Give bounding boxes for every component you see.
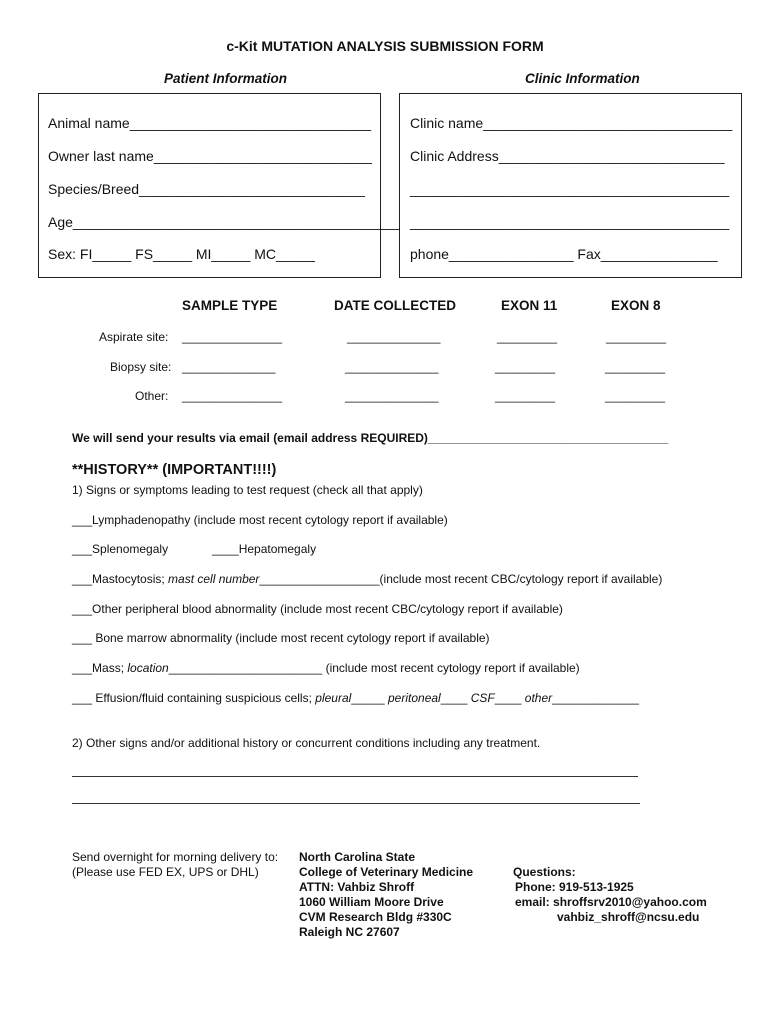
- lymphadenopathy-checkbox[interactable]: ___Lymphadenopathy (include most recent cytology report if available): [72, 513, 448, 527]
- biopsy-date-blank[interactable]: ______________: [345, 360, 439, 374]
- form-title: c-Kit MUTATION ANALYSIS SUBMISSION FORM: [226, 38, 544, 54]
- sample-type-header: SAMPLE TYPE: [182, 298, 278, 313]
- mass-label: ___Mass;: [72, 661, 128, 675]
- pleural-blank[interactable]: _____: [351, 691, 388, 705]
- email-required-field[interactable]: We will send your results via email (email address REQUIRED)____________________________________: [72, 431, 669, 445]
- peripheral-blood-checkbox[interactable]: ___Other peripheral blood abnormality (include most recent CBC/cytology report if available): [72, 602, 563, 616]
- hepatomegaly-checkbox[interactable]: ____Hepatomegaly: [212, 542, 317, 556]
- mass-checkbox[interactable]: [72, 661, 580, 675]
- aspirate-site-blank[interactable]: _______________: [182, 330, 283, 344]
- pleural-label: pleural: [315, 691, 352, 705]
- clinic-phone-fax-field[interactable]: phone________________ Fax_______________: [410, 246, 718, 262]
- address-line-6: Raleigh NC 27607: [299, 925, 400, 939]
- location-label: location: [127, 661, 169, 675]
- splenomegaly-checkbox[interactable]: ___Splenomegaly: [72, 542, 169, 556]
- clinic-info-heading: Clinic Information: [525, 71, 640, 86]
- biopsy-site-blank[interactable]: ______________: [182, 360, 276, 374]
- age-field[interactable]: Age__________________________________________: [48, 214, 400, 230]
- animal-name-field[interactable]: Animal name_______________________________: [48, 115, 372, 131]
- clinic-name-field[interactable]: Clinic name________________________________: [410, 115, 733, 131]
- exon-11-header: EXON 11: [501, 298, 558, 313]
- exon-8-header: EXON 8: [611, 298, 661, 313]
- biopsy-exon8-blank[interactable]: _________: [605, 360, 666, 374]
- location-blank[interactable]: _______________________ (include most recent cytology report if available): [168, 661, 580, 675]
- other-site-blank[interactable]: _______________: [182, 389, 283, 403]
- other-exon8-blank[interactable]: _________: [605, 389, 666, 403]
- sex-field[interactable]: Sex: FI_____ FS_____ MI_____ MC_____: [48, 246, 315, 262]
- other-blank[interactable]: _____________: [552, 691, 639, 705]
- owner-last-name-field[interactable]: Owner last name____________________________: [48, 148, 372, 164]
- questions-email-1[interactable]: email: shroffsrv2010@yahoo.com: [515, 895, 707, 909]
- patient-info-heading: Patient Information: [164, 71, 288, 86]
- mastocytosis-label: ___Mastocytosis;: [72, 572, 169, 586]
- bone-marrow-checkbox[interactable]: ___ Bone marrow abnormality (include most recent cytology report if available): [72, 631, 490, 645]
- questions-label: Questions:: [513, 865, 576, 879]
- clinic-address-line-2[interactable]: _________________________________________: [410, 214, 730, 230]
- aspirate-exon11-blank[interactable]: _________: [497, 330, 558, 344]
- csf-label: CSF: [470, 691, 495, 705]
- other-site-label: Other:: [135, 389, 169, 403]
- address-line-1: North Carolina State: [299, 850, 416, 864]
- aspirate-site-label: Aspirate site:: [99, 330, 169, 344]
- biopsy-site-label: Biopsy site:: [110, 360, 172, 374]
- other-exon11-blank[interactable]: _________: [495, 389, 556, 403]
- shipping-carriers: (Please use FED EX, UPS or DHL): [72, 865, 259, 879]
- address-line-5: CVM Research Bldg #330C: [299, 910, 452, 924]
- mast-cell-number-label: mast cell number: [168, 572, 260, 586]
- aspirate-date-blank[interactable]: ______________: [347, 330, 441, 344]
- history-heading: **HISTORY** (IMPORTANT!!!!): [72, 462, 277, 478]
- date-collected-header: DATE COLLECTED: [334, 298, 456, 313]
- species-breed-field[interactable]: Species/Breed_____________________________: [48, 181, 365, 197]
- questions-phone: Phone: 919-513-1925: [515, 880, 634, 894]
- peritoneal-blank[interactable]: ____: [440, 691, 471, 705]
- history-question-2: 2) Other signs and/or additional history or concurrent conditions including any treatment.: [72, 736, 541, 750]
- effusion-label: ___ Effusion/fluid containing suspicious cells;: [72, 691, 316, 705]
- other-label: other: [524, 691, 553, 705]
- peritoneal-label: peritoneal: [388, 691, 441, 705]
- address-line-2: College of Veterinary Medicine: [299, 865, 474, 879]
- effusion-checkbox[interactable]: [72, 691, 639, 705]
- questions-email-2[interactable]: vahbiz_shroff@ncsu.edu: [557, 910, 700, 924]
- biopsy-exon11-blank[interactable]: _________: [495, 360, 556, 374]
- mastocytosis-checkbox[interactable]: [72, 572, 662, 586]
- address-line-3: ATTN: Vahbiz Shroff: [299, 880, 415, 894]
- other-date-blank[interactable]: ______________: [345, 389, 439, 403]
- history-answer-line-1[interactable]: [72, 776, 638, 777]
- shipping-instruction: Send overnight for morning delivery to:: [72, 850, 279, 864]
- clinic-address-line-1[interactable]: _________________________________________: [410, 181, 730, 197]
- csf-blank[interactable]: ____: [494, 691, 525, 705]
- aspirate-exon8-blank[interactable]: _________: [606, 330, 667, 344]
- mast-cell-number-blank[interactable]: __________________(include most recent CBC/cytology report if available): [259, 572, 663, 586]
- address-line-4: 1060 William Moore Drive: [299, 895, 444, 909]
- history-answer-line-2[interactable]: [72, 803, 640, 804]
- history-question-1: 1) Signs or symptoms leading to test request (check all that apply): [72, 483, 423, 497]
- clinic-address-field[interactable]: Clinic Address_____________________________: [410, 148, 725, 164]
